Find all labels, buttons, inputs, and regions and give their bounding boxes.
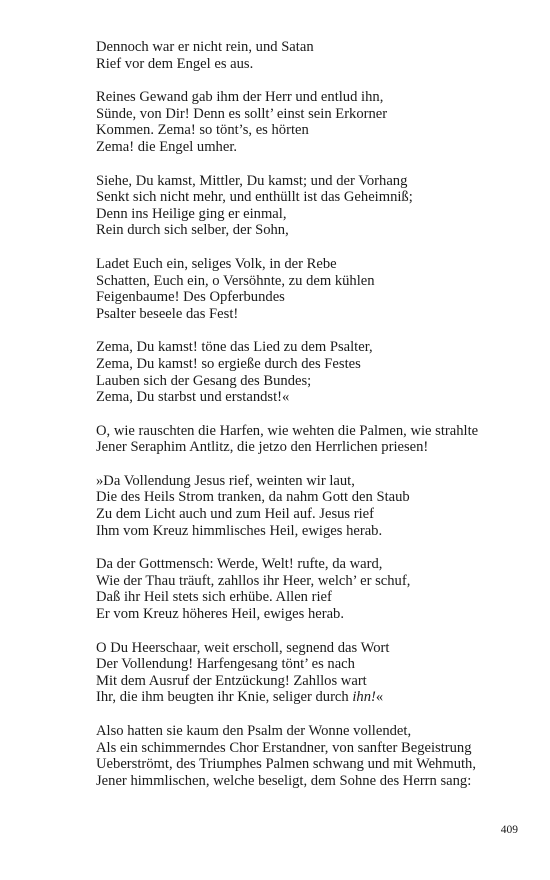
verse-line: Daß ihr Heil stets sich erhübe. Allen rief — [96, 589, 332, 606]
verse-line: Zema, Du kamst! töne das Lied zu dem Psalter, — [96, 339, 373, 356]
verse-line: Zema, Du kamst! so ergieße durch des Festes — [96, 355, 361, 372]
verse-line: Also hatten sie kaum den Psalm der Wonne vollendet, — [96, 723, 412, 739]
verse-line: Kommen. Zema! so tönt’s, es hörten — [96, 122, 309, 139]
stanza-7 — [96, 473, 536, 539]
page-number: 409 — [500, 824, 518, 836]
verse-line-text: Ihr, die ihm beugten ihr Knie, seliger durch — [96, 689, 353, 706]
closing-quote: « — [375, 689, 384, 706]
verse-line: Ihm vom Kreuz himmlisches Heil, ewiges herab. — [96, 522, 383, 539]
verse-line: Schatten, Euch ein, o Versöhnte, zu dem kühlen — [96, 272, 375, 289]
stanza-1 — [96, 39, 536, 72]
verse-line: Als ein schimmerndes Chor Erstandner, von sanfter Begeistrung — [96, 739, 472, 756]
verse-line: Sünde, von Dir! Denn es sollt’ einst sein Erkorner — [96, 105, 388, 122]
verse-line: Ueberströmt, des Triumphes Palmen schwang und mit Wehmuth, — [96, 756, 476, 773]
verse-line: Mit dem Ausruf der Entzückung! Zahllos wart — [96, 672, 367, 689]
stanza-8 — [96, 556, 536, 622]
verse-line: Der Vollendung! Harfengesang tönt’ es nach — [96, 656, 355, 673]
stanza-10 — [96, 723, 536, 789]
verse-line: Dennoch war er nicht rein, und Satan — [96, 39, 314, 55]
verse-line: Zu dem Licht auch und zum Heil auf. Jesus rief — [96, 506, 375, 523]
verse-line: Ladet Euch ein, seliges Volk, in der Rebe — [96, 255, 337, 272]
stanza-3 — [96, 173, 536, 239]
verse-line: Rein durch sich selber, der Sohn, — [96, 222, 289, 239]
stanza-9 — [96, 640, 536, 706]
page-text — [96, 39, 536, 806]
verse-line: Jener Seraphim Antlitz, die jetzo den Herrlichen priesen! — [96, 439, 429, 456]
stanza-2 — [96, 89, 536, 155]
verse-line-with-italic — [96, 689, 536, 706]
verse-line: Die des Heils Strom tranken, da nahm Gott den Staub — [96, 489, 410, 506]
stanza-5 — [96, 339, 536, 405]
verse-line: Er vom Kreuz höheres Heil, ewiges herab. — [96, 606, 345, 623]
verse-line: Feigenbaume! Des Opferbundes — [96, 289, 285, 306]
verse-line: Wie der Thau träuft, zahllos ihr Heer, welch’ er schuf, — [96, 572, 411, 589]
verse-line: Denn ins Heilige ging er einmal, — [96, 205, 287, 222]
verse-line: Lauben sich der Gesang des Bundes; — [96, 372, 312, 389]
verse-line: Senkt sich nicht mehr, und enthüllt ist das Geheimniß; — [96, 189, 413, 206]
stanza-4 — [96, 256, 536, 322]
verse-line: Jener himmlischen, welche beseligt, dem Sohne des Herrn sang: — [96, 772, 472, 789]
verse-line: Da der Gottmensch: Werde, Welt! rufte, da ward, — [96, 556, 383, 573]
verse-line: Rief vor dem Engel es aus. — [96, 55, 254, 72]
verse-line: O, wie rauschten die Harfen, wie wehten die Palmen, wie strahlte — [96, 422, 479, 439]
verse-line: Reines Gewand gab ihm der Herr und entlud ihn, — [96, 89, 384, 106]
italic-word: ihn! — [352, 689, 376, 706]
verse-line: Zema, Du starbst und erstandst!« — [96, 389, 290, 406]
verse-line: Siehe, Du kamst, Mittler, Du kamst; und der Vorhang — [96, 172, 408, 189]
stanza-6 — [96, 423, 536, 456]
verse-line: O Du Heerschaar, weit erscholl, segnend das Wort — [96, 639, 390, 656]
verse-line: Psalter beseele das Fest! — [96, 305, 239, 322]
verse-line: »Da Vollendung Jesus rief, weinten wir laut, — [96, 472, 355, 489]
verse-line: Zema! die Engel umher. — [96, 138, 238, 155]
